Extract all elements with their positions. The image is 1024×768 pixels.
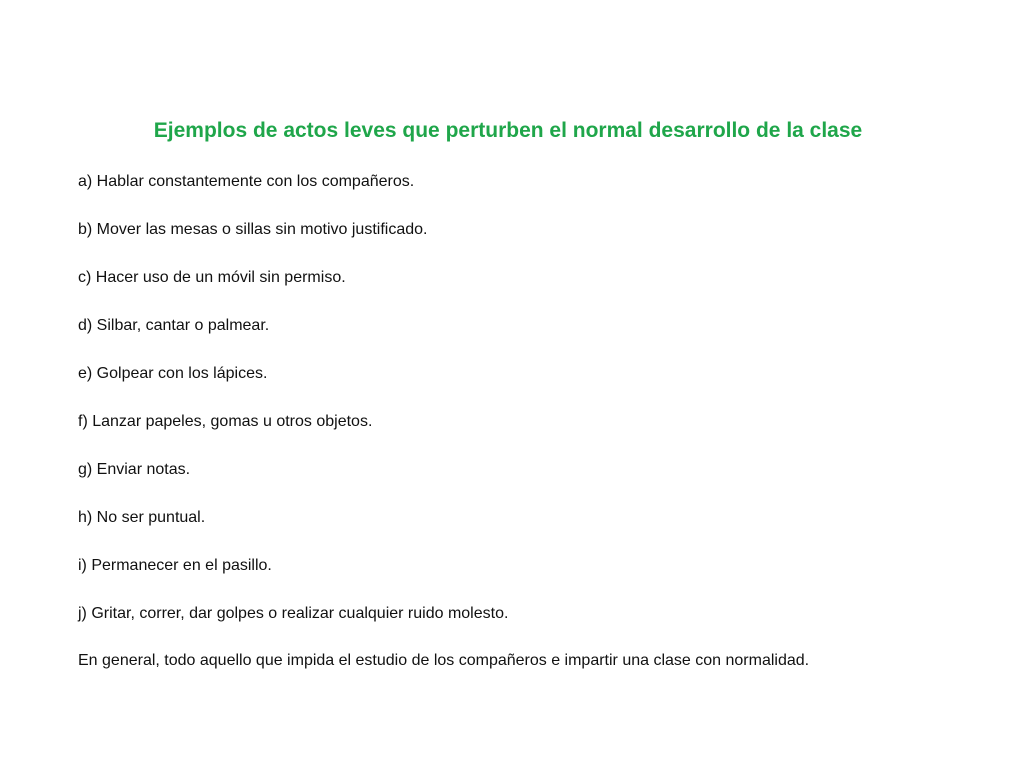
list-item: b) Mover las mesas o sillas sin motivo justificado.: [78, 221, 428, 238]
list-item: j) Gritar, correr, dar golpes o realizar cualquier ruido molesto.: [78, 605, 509, 622]
list-item: h) No ser puntual.: [78, 509, 206, 526]
list-item: e) Golpear con los lápices.: [78, 365, 268, 382]
examples-list: [78, 170, 508, 650]
list-item: c) Hacer uso de un móvil sin permiso.: [78, 269, 346, 286]
slide-title: Ejemplos de actos leves que perturben el normal desarrollo de la clase: [153, 119, 863, 142]
list-item: a) Hablar constantemente con los compañeros.: [78, 173, 415, 190]
list-item: f) Lanzar papeles, gomas u otros objetos.: [78, 413, 373, 430]
list-item: i) Permanecer en el pasillo.: [78, 557, 272, 574]
summary-text: En general, todo aquello que impida el estudio de los compañeros e impartir una clase con normalidad.: [78, 652, 810, 669]
list-item: g) Enviar notas.: [78, 461, 191, 478]
list-item: d) Silbar, cantar o palmear.: [78, 317, 270, 334]
